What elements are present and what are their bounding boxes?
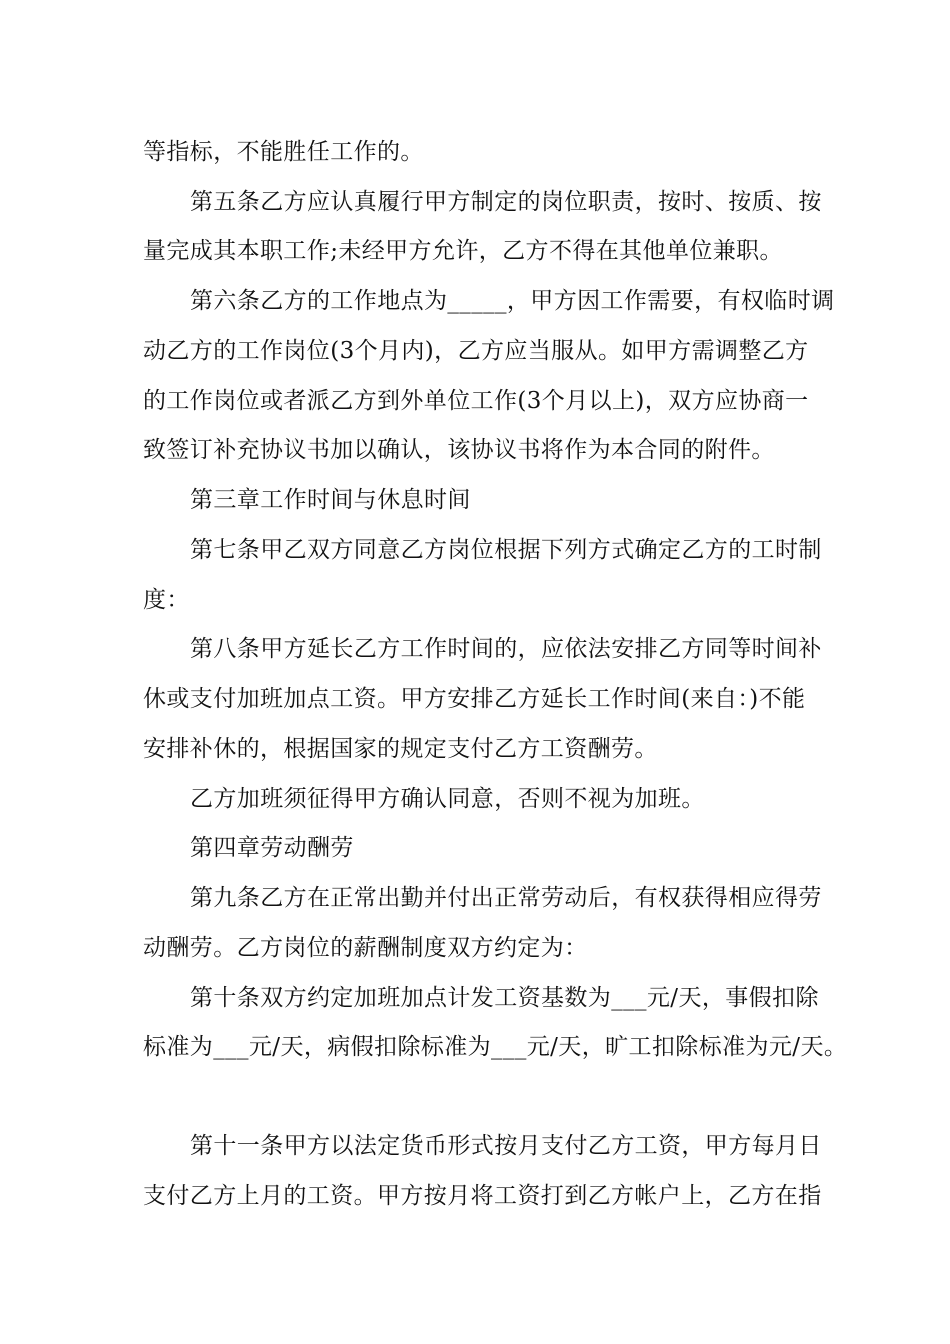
text-line-9: 第七条甲乙双方同意乙方岗位根据下列方式确定乙方的工时制 [190,537,822,563]
text-line-16: 第九条乙方在正常出勤并付出正常劳动后，有权获得相应得劳 [190,885,822,911]
text-line-5: 动乙方的工作岗位(3个月内)，乙方应当服从。如甲方需调整乙方 [143,338,809,364]
text-line-4: 第六条乙方的工作地点为_____，甲方因工作需要，有权临时调 [190,288,835,314]
section-heading-3: 第三章工作时间与休息时间 [190,487,471,513]
text-line-17: 动酬劳。乙方岗位的薪酬制度双方约定为： [143,935,588,961]
text-line-12: 休或支付加班加点工资。甲方安排乙方延长工作时间(来自：)不能 [143,686,806,712]
text-line-6: 的工作岗位或者派乙方到外单位工作(3个月以上)，双方应协商一 [143,388,809,414]
text-line-3: 量完成其本职工作;未经甲方允许，乙方不得在其他单位兼职。 [143,238,783,264]
text-line-10: 度： [143,587,190,613]
text-line-18: 第十条双方约定加班加点计发工资基数为___元/天，事假扣除 [190,985,819,1011]
section-heading-4: 第四章劳动酬劳 [190,835,354,861]
text-line-7: 致签订补充协议书加以确认，该协议书将作为本合同的附件。 [143,437,775,463]
text-line-1: 等指标，不能胜任工作的。 [143,139,424,165]
text-line-13: 安排补休的，根据国家的规定支付乙方工资酬劳。 [143,736,658,762]
text-line-14: 乙方加班须征得甲方确认同意，否则不视为加班。 [190,786,705,812]
text-line-11: 第八条甲方延长乙方工作时间的，应依法安排乙方同等时间补 [190,636,822,662]
text-line-19: 标准为___元/天，病假扣除标准为___元/天，旷工扣除标准为元/天。 [143,1034,848,1060]
text-line-2: 第五条乙方应认真履行甲方制定的岗位职责，按时、按质、按 [190,189,822,215]
text-line-20: 第十一条甲方以法定货币形式按月支付乙方工资，甲方每月日 [190,1133,822,1159]
text-line-21: 支付乙方上月的工资。甲方按月将工资打到乙方帐户上，乙方在指 [143,1183,822,1209]
